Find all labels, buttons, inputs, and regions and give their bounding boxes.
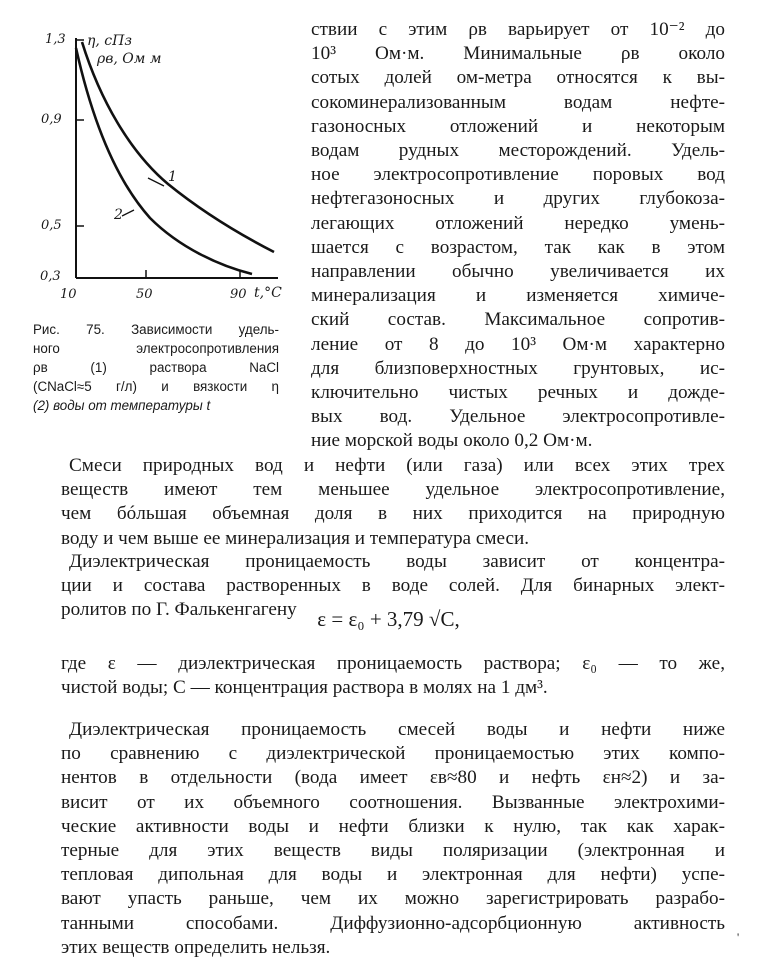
text-line: нефтегазоносных и других глубокоза- <box>311 188 725 210</box>
text-line: воду и чем выше ее минерализация и температура смеси. <box>61 527 530 549</box>
caption-line: (2) воды от температуры t <box>33 398 211 413</box>
curve-2 <box>76 48 252 274</box>
figure-plot <box>30 20 300 320</box>
text-line: 10³ Ом·м. Минимальные ρв около <box>311 43 725 65</box>
caption-line: (CNaCl≈5 г/л) и вязкости η <box>33 379 279 394</box>
text-line: ский состав. Максимальное сопротив- <box>311 309 725 331</box>
text-line: направлении обычно увеличивается их <box>311 261 725 283</box>
text-line: шается с возрастом, так как в этом <box>311 236 725 258</box>
text-line: водам рудных месторождений. Удель- <box>311 140 725 162</box>
paragraph-mixtures <box>61 454 725 551</box>
text-line: ческие активности воды и нефти близки к нулю, так как харак- <box>61 815 725 837</box>
text-line: вают упасть раньше, чем их можно зарегистрировать разрабо- <box>61 888 725 910</box>
text-line: сокоминерализованным водам нефте- <box>311 91 725 113</box>
text-line: чем бóльшая объемная доля в них приходится на природную <box>61 503 725 525</box>
text-line: веществ имеют тем меньшее удельное электросопротивление, <box>61 479 725 501</box>
curve-1 <box>82 42 274 252</box>
text-line: висит от их объемного соотношения. Вызванные электрохими- <box>61 791 725 813</box>
paragraph-formula-legend <box>61 652 725 700</box>
right-column-text <box>311 18 725 454</box>
text-line: газоносных отложений и некоторым <box>311 115 725 137</box>
text-line: ное электросопротивление поровых вод <box>311 164 725 186</box>
text-line: ции и состава растворенных в воде солей. Для бинарных элект- <box>61 575 725 597</box>
y-tick-label: 1,3 <box>45 32 66 47</box>
text-line: минерализация и изменяется химиче- <box>311 285 725 307</box>
text-line: легающих отложений нередко умень- <box>311 212 725 234</box>
curve-1-label: 1 <box>168 169 177 185</box>
text-line: Диэлектрическая проницаемость смесей воды и нефти ниже <box>69 719 725 740</box>
y-tick-label: 0,3 <box>40 269 61 284</box>
y-label-viscosity: η, сПз <box>87 33 132 49</box>
caption-line: ного электросопротивления <box>33 341 279 356</box>
x-tick-label: 90 <box>230 287 247 302</box>
text-line: Диэлектрическая проницаемость воды зависит от концентра- <box>69 551 725 572</box>
text-line: вых вод. Удельное электросопротивле- <box>311 406 725 428</box>
text-line: танными способами. Диффузионно-адсорбционную активность <box>61 912 725 934</box>
text-line: по сравнению с диэлектрической проницаемостью этих компо- <box>61 743 725 765</box>
text-line: ролитов по Г. Фалькенгагену <box>61 599 297 621</box>
text-line: этих веществ определить нельзя. <box>61 936 331 958</box>
text-line: тепловая дипольная для воды и электронная для нефти) успе- <box>61 864 725 886</box>
stray-mark: ' <box>737 930 740 944</box>
text-line: сотых долей ом-метра относятся к вы- <box>311 67 725 89</box>
y-tick-label: 0,9 <box>41 112 62 127</box>
figure-caption <box>33 320 279 415</box>
text-line: терные для этих веществ виды поляризации (электронная и <box>61 840 725 862</box>
curve-2-label: 2 <box>114 207 123 223</box>
text-line: ключительно чистых речных и дожде- <box>311 382 725 404</box>
figure-75 <box>30 20 300 320</box>
text-line: ние морской воды около 0,2 Ом·м. <box>311 430 593 452</box>
text-line: чистой воды; C — концентрация раствора в молях на 1 дм³. <box>61 677 548 699</box>
x-axis-label: t,°C <box>254 285 282 301</box>
text-line: Смеси природных вод и нефти (или газа) или всех этих трех <box>69 455 725 476</box>
text-line: ствии с этим ρв варьирует от 10⁻² до <box>311 19 725 40</box>
text-line: ление от 8 до 10³ Ом·м характерно <box>311 333 725 355</box>
paragraph-dielectric-mixtures <box>61 718 725 960</box>
y-tick-label: 0,5 <box>41 218 62 233</box>
text-line: нентов в отдельности (вода имеет εв≈80 и нефть εн≈2) и за- <box>61 767 725 789</box>
text-line: для близповерхностных грунтовых, ис- <box>311 357 725 379</box>
y-label-resistivity: ρв, Ом м <box>97 51 162 67</box>
caption-line: ρв (1) раствора NaCl <box>33 360 279 375</box>
caption-line: Рис. 75. Зависимости удель- <box>33 322 279 337</box>
formula-falkenhagen: ε = ε₀ + 3,79 √C, <box>317 607 460 631</box>
x-tick-label: 10 <box>60 287 77 302</box>
text-line: где ε — диэлектрическая проницаемость раствора; ε₀ — то же, <box>61 653 725 674</box>
x-tick-label: 50 <box>136 287 153 302</box>
